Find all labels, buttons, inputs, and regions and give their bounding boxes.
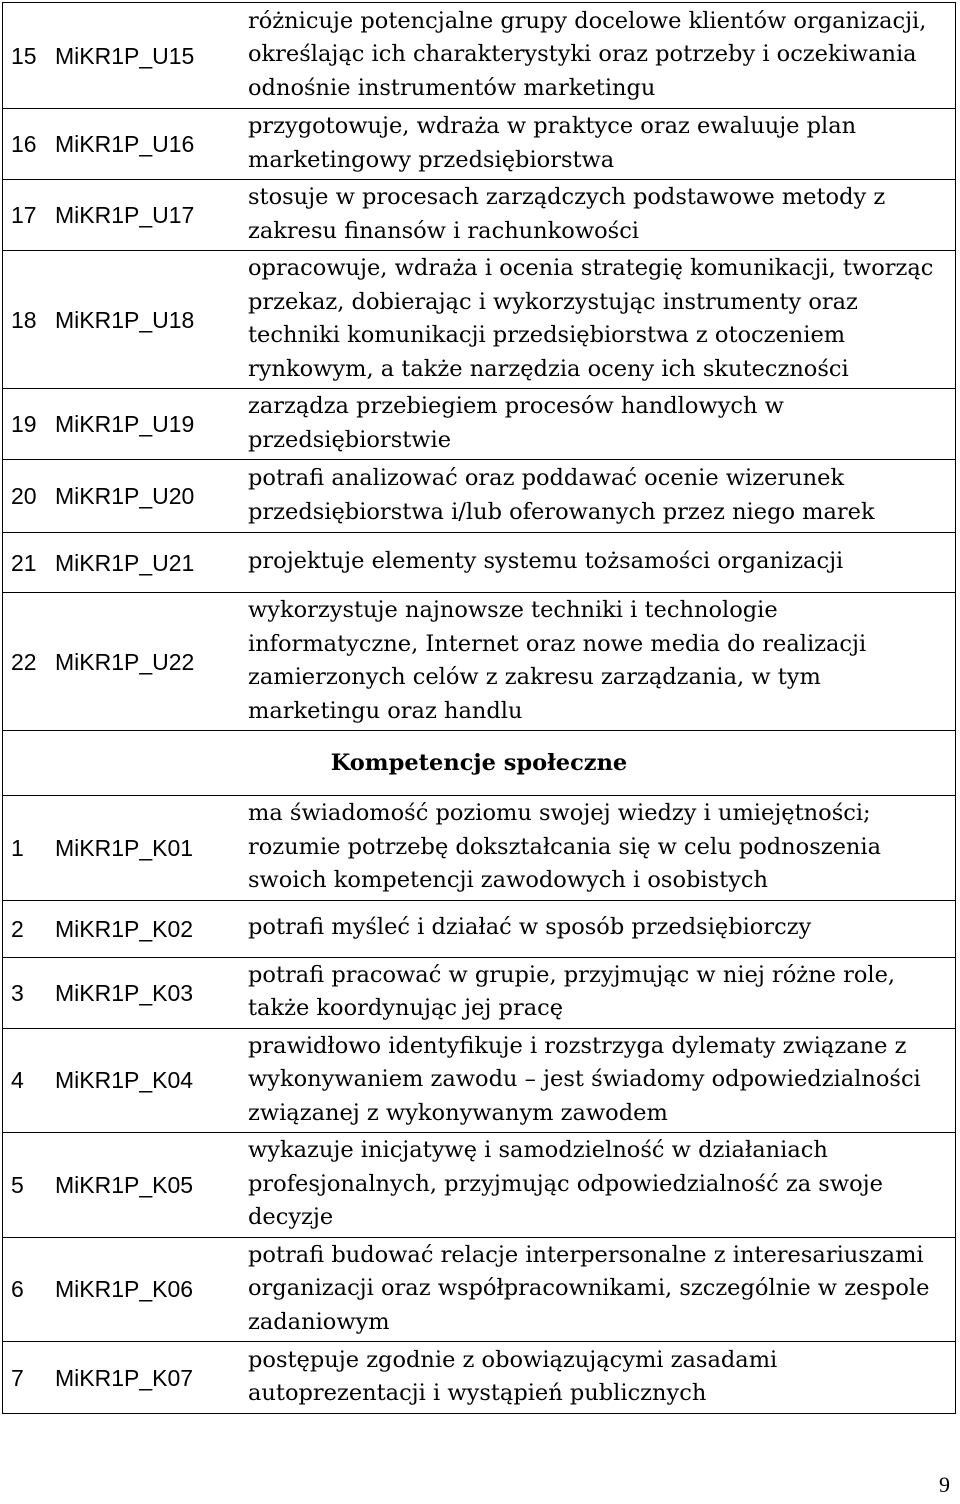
outcome-id-cell [3, 460, 239, 533]
outcome-row [3, 1237, 956, 1342]
outcome-description-cell [238, 593, 956, 731]
outcome-row [3, 900, 956, 957]
outcome-code: MiKR1P_U21 [55, 549, 195, 576]
outcome-description-cell [238, 1028, 956, 1133]
outcome-row [3, 460, 956, 533]
outcome-id-cell [3, 533, 239, 593]
outcome-row [3, 1028, 956, 1133]
outcome-code: MiKR1P_U19 [55, 411, 195, 437]
outcome-id-cell [3, 1237, 239, 1342]
outcome-description-cell [238, 957, 956, 1028]
outcome-id-cell [3, 251, 239, 389]
learning-outcomes-table [2, 2, 956, 1414]
outcome-id-cell [3, 1133, 239, 1238]
outcome-row [3, 109, 956, 180]
section-header: Kompetencje społeczne [3, 731, 956, 796]
outcome-description: potrafi myśleć i działać w sposób przedsiębiorczy [248, 914, 812, 941]
outcome-description-cell [238, 180, 956, 251]
outcome-code: MiKR1P_K01 [55, 834, 194, 861]
outcome-code: MiKR1P_K07 [55, 1364, 194, 1391]
outcome-number: 21 [11, 549, 37, 576]
outcome-row [3, 796, 956, 901]
outcome-id-cell [3, 1028, 239, 1133]
outcome-number: 17 [11, 202, 37, 228]
outcome-id-cell [3, 389, 239, 460]
outcome-description: postępuje zgodnie z obowiązującymi zasadami autoprezentacji i wystąpień publicznych [248, 1346, 778, 1406]
outcome-description-cell [238, 109, 956, 180]
outcome-description-cell [238, 1133, 956, 1238]
outcome-description: opracowuje, wdraża i ocenia strategię komunikacji, tworząc przekaz, dobierając i wykorzystując instrumenty oraz techniki komunikacji przedsiębiorstwa z otoczeniem rynkowym, a także narzędzia oceny ich skuteczności [248, 255, 934, 382]
section-header-row [3, 731, 956, 796]
outcome-description: zarządza przebiegiem procesów handlowych w przedsiębiorstwie [248, 393, 784, 453]
outcome-number: 4 [11, 1067, 24, 1094]
outcome-description: projektuje elementy systemu tożsamości organizacji [248, 548, 844, 575]
outcome-number: 22 [11, 648, 37, 675]
outcome-description: wykazuje inicjatywę i samodzielność w działaniach profesjonalnych, przyjmując odpowiedzialność za swoje decyzje [248, 1137, 883, 1230]
outcome-id-cell [3, 1342, 239, 1414]
outcome-description-cell [238, 1237, 956, 1342]
outcome-number: 3 [11, 979, 24, 1006]
outcome-code: MiKR1P_K04 [55, 1067, 194, 1094]
outcome-row [3, 593, 956, 731]
outcome-code: MiKR1P_U18 [55, 306, 195, 333]
outcome-code: MiKR1P_U17 [55, 202, 195, 228]
outcome-code: MiKR1P_K02 [55, 915, 194, 942]
outcome-description: różnicuje potencjalne grupy docelowe klientów organizacji, określając ich charakterystyki oraz potrzeby i oczekiwania odnośnie instrumentów marketingu [248, 7, 927, 101]
outcome-description-cell [238, 3, 956, 109]
outcome-description-cell [238, 796, 956, 901]
outcome-number: 16 [11, 131, 37, 157]
outcome-row [3, 1133, 956, 1238]
outcome-code: MiKR1P_U20 [55, 483, 195, 509]
outcome-description-cell [238, 533, 956, 593]
outcome-number: 1 [11, 834, 24, 861]
outcome-row [3, 533, 956, 593]
outcome-id-cell [3, 109, 239, 180]
outcome-description: stosuje w procesach zarządczych podstawowe metody z zakresu finansów i rachunkowości [248, 184, 886, 244]
outcome-description-cell [238, 900, 956, 957]
outcome-description: potrafi pracować w grupie, przyjmując w niej różne role, także koordynując jej pracę [248, 961, 896, 1021]
outcome-description: potrafi budować relacje interpersonalne z interesariuszami organizacji oraz współpracownikami, szczególnie w zespole zadaniowym [248, 1241, 930, 1335]
outcome-number: 2 [11, 915, 24, 942]
outcome-id-cell [3, 593, 239, 731]
outcome-description: wykorzystuje najnowsze techniki i technologie informatyczne, Internet oraz nowe media do realizacji zamierzonych celów z zakresu zarządzania, w tym marketingu oraz handlu [248, 597, 867, 724]
outcome-description: prawidłowo identyfikuje i rozstrzyga dylematy związane z wykonywaniem zawodu – jest świadomy odpowiedzialności związanej z wykonywanym zawodem [248, 1032, 921, 1126]
outcome-description-cell [238, 251, 956, 389]
outcome-number: 5 [11, 1171, 24, 1198]
outcome-row [3, 389, 956, 460]
page-number: 9 [939, 1472, 950, 1497]
outcome-id-cell [3, 3, 239, 109]
outcome-description: ma świadomość poziomu swojej wiedzy i umiejętności; rozumie potrzebę dokształcania się w celu podnoszenia swoich kompetencji zawodowych i osobistych [248, 800, 882, 893]
outcome-number: 7 [11, 1364, 24, 1391]
outcome-description-cell [238, 389, 956, 460]
outcome-id-cell [3, 796, 239, 901]
outcome-number: 6 [11, 1276, 24, 1303]
outcome-code: MiKR1P_U16 [55, 131, 195, 157]
outcome-id-cell [3, 957, 239, 1028]
outcome-number: 19 [11, 411, 37, 437]
outcome-number: 18 [11, 306, 37, 333]
outcome-code: MiKR1P_U22 [55, 648, 195, 675]
outcome-row [3, 957, 956, 1028]
outcome-description-cell [238, 1342, 956, 1414]
outcome-id-cell [3, 900, 239, 957]
outcome-description-cell [238, 460, 956, 533]
outcome-number: 20 [11, 483, 37, 509]
outcome-row [3, 3, 956, 109]
outcome-row [3, 1342, 956, 1414]
outcome-description: potrafi analizować oraz poddawać ocenie wizerunek przedsiębiorstwa i/lub oferowanych przez niego marek [248, 465, 875, 525]
outcome-code: MiKR1P_K06 [55, 1276, 194, 1303]
outcome-code: MiKR1P_U15 [55, 42, 195, 69]
outcome-row [3, 180, 956, 251]
outcome-code: MiKR1P_K05 [55, 1171, 194, 1198]
outcome-row [3, 251, 956, 389]
outcome-code: MiKR1P_K03 [55, 979, 194, 1006]
outcome-id-cell [3, 180, 239, 251]
table-body [3, 3, 956, 1414]
outcome-number: 15 [11, 42, 37, 69]
outcome-description: przygotowuje, wdraża w praktyce oraz ewaluuje plan marketingowy przedsiębiorstwa [248, 113, 857, 173]
